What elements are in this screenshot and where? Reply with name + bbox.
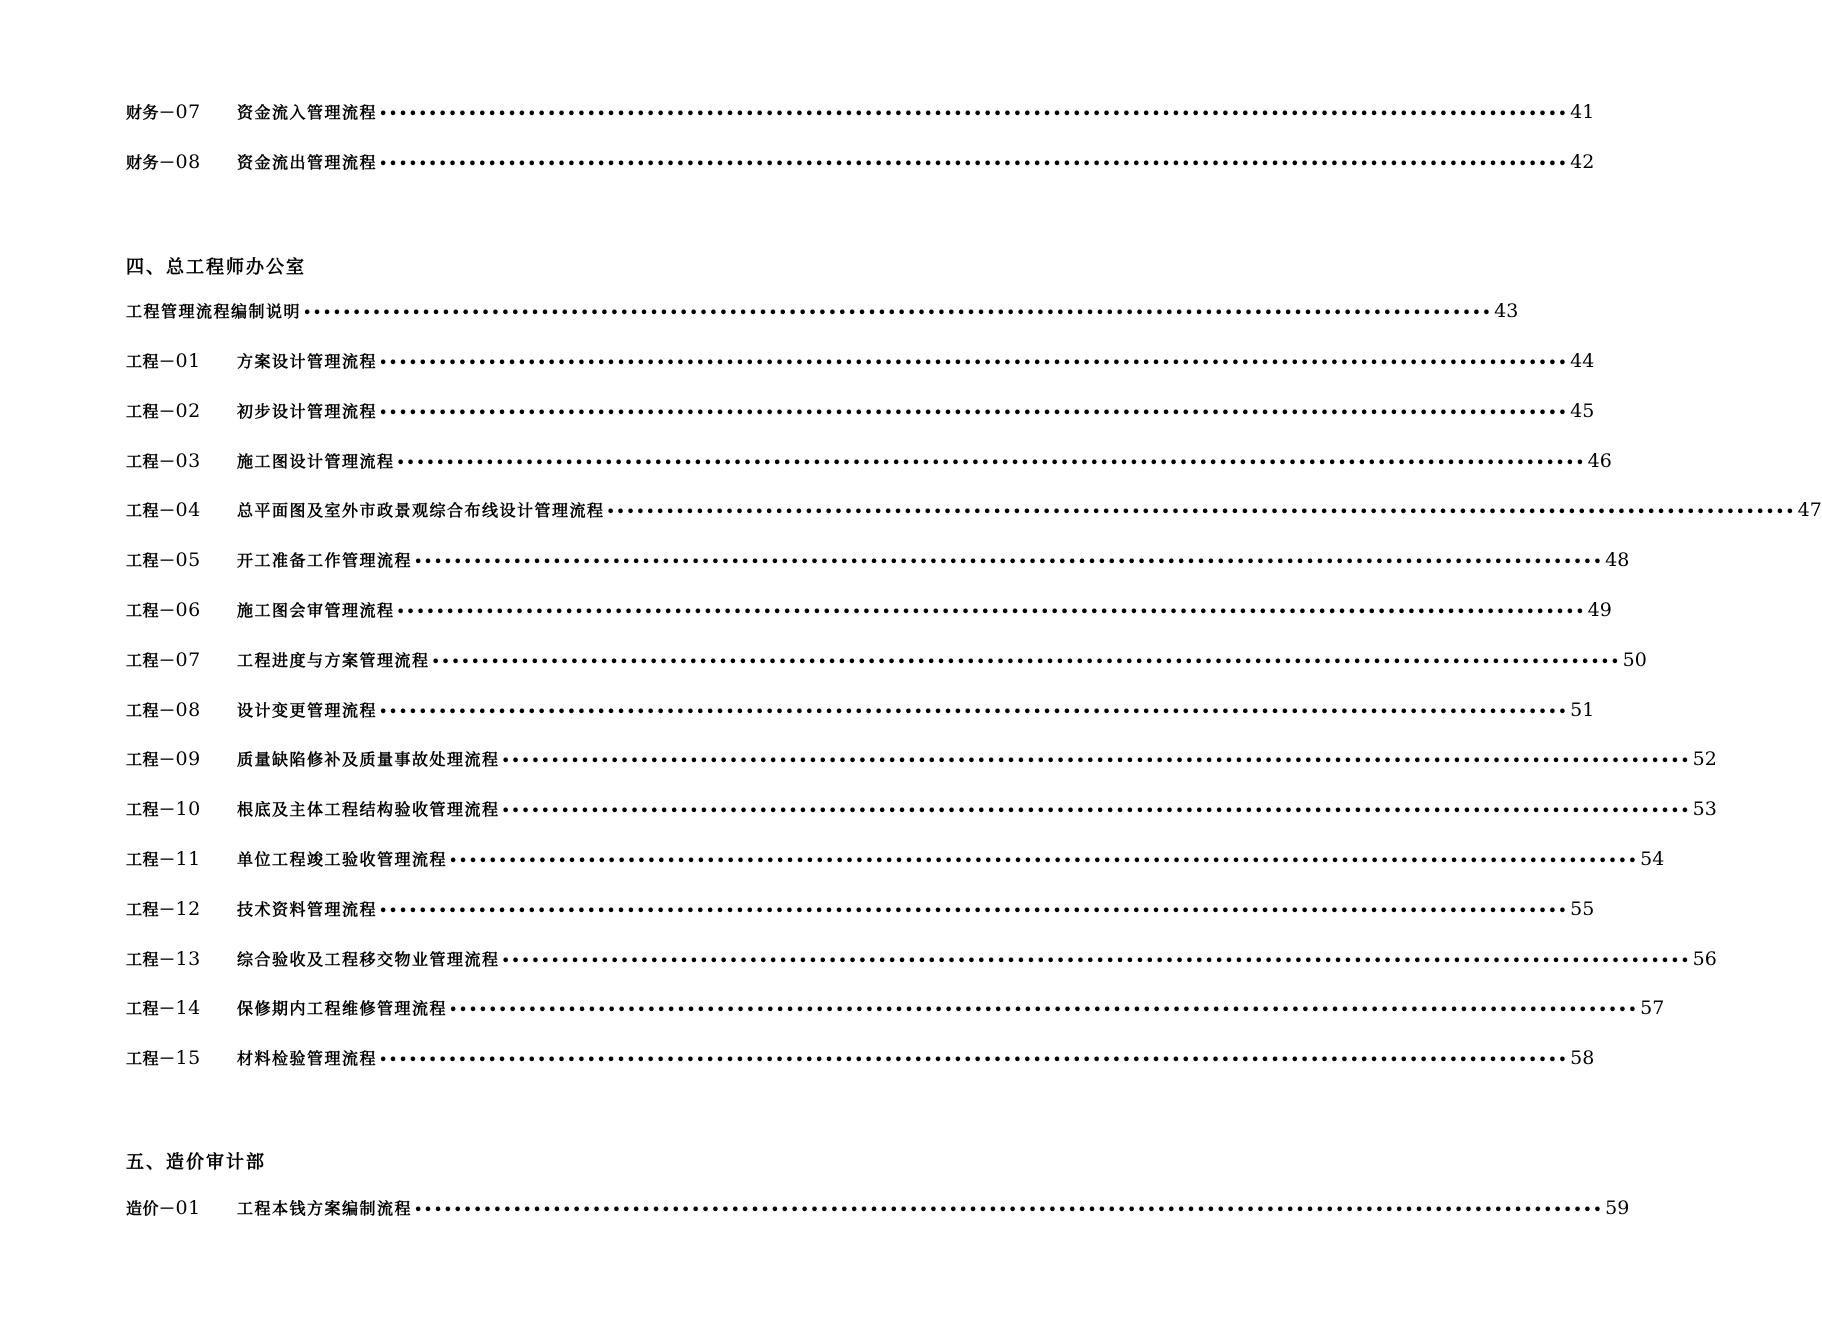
entry-page-number: 58	[1570, 1047, 1595, 1069]
toc-entry	[126, 299, 1519, 327]
entry-page-number: 43	[1494, 300, 1519, 322]
toc-entry	[126, 1046, 1595, 1074]
entry-code: 造价－01	[126, 1197, 201, 1219]
entry-title: 工程管理流程编制说明	[126, 302, 302, 321]
dot-leader: ••••••••••••••••••••••••••••••••••••••••••••••••••••••••••••••••••••••••••••••••••••••••••••••••••••••••••••••••••••••••	[303, 306, 1493, 321]
entry-title: 施工图设计管理流程	[237, 452, 395, 471]
entry-page-number: 50	[1622, 649, 1647, 671]
dot-leader: ••••••••••••••••••••••••••••••••••••••••••••••••••••••••••••••••••••••••••••••••••••••••••••••••••••••••••••••••••••••••	[379, 904, 1569, 919]
dot-leader: ••••••••••••••••••••••••••••••••••••••••••••••••••••••••••••••••••••••••••••••••••••••••••••••••••••••••••••••••••••••••	[501, 804, 1691, 819]
toc-entry	[126, 498, 1822, 526]
entry-page-number: 41	[1570, 101, 1595, 123]
entry-title: 工程进度与方案管理流程	[237, 651, 430, 670]
dot-leader: ••••••••••••••••••••••••••••••••••••••••••••••••••••••••••••••••••••••••••••••••••••••••••••••••••••••••••••••••••••••••	[379, 157, 1569, 172]
entry-title: 资金流入管理流程	[237, 103, 378, 122]
entry-page-number: 47	[1797, 499, 1822, 521]
section-heading: 五、造价审计部	[126, 1152, 266, 1173]
dot-leader: ••••••••••••••••••••••••••••••••••••••••••••••••••••••••••••••••••••••••••••••••••••••••••••••••••••••••••••••••••••••••	[396, 456, 1586, 471]
entry-code: 工程－02	[126, 400, 201, 422]
entry-code: 工程－11	[126, 848, 201, 870]
entry-title: 开工准备工作管理流程	[237, 551, 413, 570]
entry-page-number: 55	[1570, 898, 1595, 920]
entry-code: 工程－13	[126, 948, 201, 970]
entry-title: 方案设计管理流程	[237, 352, 378, 371]
toc-entry	[126, 648, 1647, 676]
entry-title: 综合验收及工程移交物业管理流程	[237, 950, 500, 969]
entry-code: 财务－07	[126, 101, 201, 123]
entry-title: 施工图会审管理流程	[237, 601, 395, 620]
dot-leader: ••••••••••••••••••••••••••••••••••••••••••••••••••••••••••••••••••••••••••••••••••••••••••••••••••••••••••••••••••••••••	[379, 356, 1569, 371]
entry-page-number: 48	[1605, 549, 1630, 571]
entry-page-number: 54	[1640, 848, 1665, 870]
entry-code: 工程－04	[126, 499, 201, 521]
dot-leader: ••••••••••••••••••••••••••••••••••••••••••••••••••••••••••••••••••••••••••••••••••••••••••••••••••••••••••••••••••••••••	[449, 1003, 1639, 1018]
dot-leader: ••••••••••••••••••••••••••••••••••••••••••••••••••••••••••••••••••••••••••••••••••••••••••••••••••••••••••••••••••••••••	[396, 605, 1586, 620]
entry-title: 技术资料管理流程	[237, 900, 378, 919]
entry-page-number: 46	[1587, 450, 1612, 472]
dot-leader: ••••••••••••••••••••••••••••••••••••••••••••••••••••••••••••••••••••••••••••••••••••••••••••••••••••••••••••••••••••••••	[379, 1053, 1569, 1068]
dot-leader: ••••••••••••••••••••••••••••••••••••••••••••••••••••••••••••••••••••••••••••••••••••••••••••••••••••••••••••••••••••••••	[606, 505, 1796, 520]
dot-leader: ••••••••••••••••••••••••••••••••••••••••••••••••••••••••••••••••••••••••••••••••••••••••••••••••••••••••••••••••••••••••	[501, 954, 1691, 969]
dot-leader: ••••••••••••••••••••••••••••••••••••••••••••••••••••••••••••••••••••••••••••••••••••••••••••••••••••••••••••••••••••••••	[501, 754, 1691, 769]
entry-title: 设计变更管理流程	[237, 701, 378, 720]
entry-title: 根底及主体工程结构验收管理流程	[237, 800, 500, 819]
toc-entry	[126, 598, 1612, 626]
entry-code: 工程－03	[126, 450, 201, 472]
toc-entry	[126, 399, 1595, 427]
entry-code: 工程－15	[126, 1047, 201, 1069]
entry-code: 工程－09	[126, 748, 201, 770]
toc-entry	[126, 100, 1595, 128]
entry-page-number: 44	[1570, 350, 1595, 372]
dot-leader: ••••••••••••••••••••••••••••••••••••••••••••••••••••••••••••••••••••••••••••••••••••••••••••••••••••••••••••••••••••••••	[379, 107, 1569, 122]
entry-title: 工程本钱方案编制流程	[237, 1199, 413, 1218]
entry-code: 工程－07	[126, 649, 201, 671]
entry-code: 工程－08	[126, 699, 201, 721]
entry-title: 初步设计管理流程	[237, 402, 378, 421]
entry-title: 资金流出管理流程	[237, 153, 378, 172]
toc-entry	[126, 897, 1595, 925]
entry-page-number: 42	[1570, 151, 1595, 173]
entry-code: 工程－14	[126, 997, 201, 1019]
dot-leader: ••••••••••••••••••••••••••••••••••••••••••••••••••••••••••••••••••••••••••••••••••••••••••••••••••••••••••••••••••••••••	[414, 1203, 1604, 1218]
entry-code: 工程－10	[126, 798, 201, 820]
toc-entry	[126, 847, 1665, 875]
entry-page-number: 53	[1692, 798, 1717, 820]
entry-code: 工程－01	[126, 350, 201, 372]
toc-entry	[126, 797, 1717, 825]
toc-entry	[126, 150, 1595, 178]
entry-title: 总平面图及室外市政景观综合布线设计管理流程	[237, 501, 605, 520]
entry-title: 质量缺陷修补及质量事故处理流程	[237, 750, 500, 769]
dot-leader: ••••••••••••••••••••••••••••••••••••••••••••••••••••••••••••••••••••••••••••••••••••••••••••••••••••••••••••••••••••••••	[379, 705, 1569, 720]
toc-entry	[126, 349, 1595, 377]
entry-page-number: 51	[1570, 699, 1595, 721]
entry-page-number: 56	[1692, 948, 1717, 970]
entry-code: 工程－12	[126, 898, 201, 920]
entry-title: 保修期内工程维修管理流程	[237, 999, 448, 1018]
dot-leader: ••••••••••••••••••••••••••••••••••••••••••••••••••••••••••••••••••••••••••••••••••••••••••••••••••••••••••••••••••••••••	[431, 655, 1621, 670]
entry-code: 工程－06	[126, 599, 201, 621]
toc-entry	[126, 996, 1665, 1024]
section-heading: 四、总工程师办公室	[126, 257, 306, 278]
dot-leader: ••••••••••••••••••••••••••••••••••••••••••••••••••••••••••••••••••••••••••••••••••••••••••••••••••••••••••••••••••••••••	[379, 406, 1569, 421]
toc-entry	[126, 747, 1717, 775]
entry-page-number: 49	[1587, 599, 1612, 621]
toc-entry	[126, 449, 1612, 477]
dot-leader: ••••••••••••••••••••••••••••••••••••••••••••••••••••••••••••••••••••••••••••••••••••••••••••••••••••••••••••••••••••••••	[449, 854, 1639, 869]
entry-page-number: 45	[1570, 400, 1595, 422]
toc-entry	[126, 1196, 1630, 1224]
entry-page-number: 52	[1692, 748, 1717, 770]
toc-entry	[126, 698, 1595, 726]
toc-entry	[126, 947, 1717, 975]
entry-page-number: 57	[1640, 997, 1665, 1019]
entry-code: 工程－05	[126, 549, 201, 571]
entry-code: 财务－08	[126, 151, 201, 173]
dot-leader: ••••••••••••••••••••••••••••••••••••••••••••••••••••••••••••••••••••••••••••••••••••••••••••••••••••••••••••••••••••••••	[414, 555, 1604, 570]
entry-title: 材料检验管理流程	[237, 1049, 378, 1068]
entry-page-number: 59	[1605, 1197, 1630, 1219]
toc-entry	[126, 548, 1630, 576]
entry-title: 单位工程竣工验收管理流程	[237, 850, 448, 869]
